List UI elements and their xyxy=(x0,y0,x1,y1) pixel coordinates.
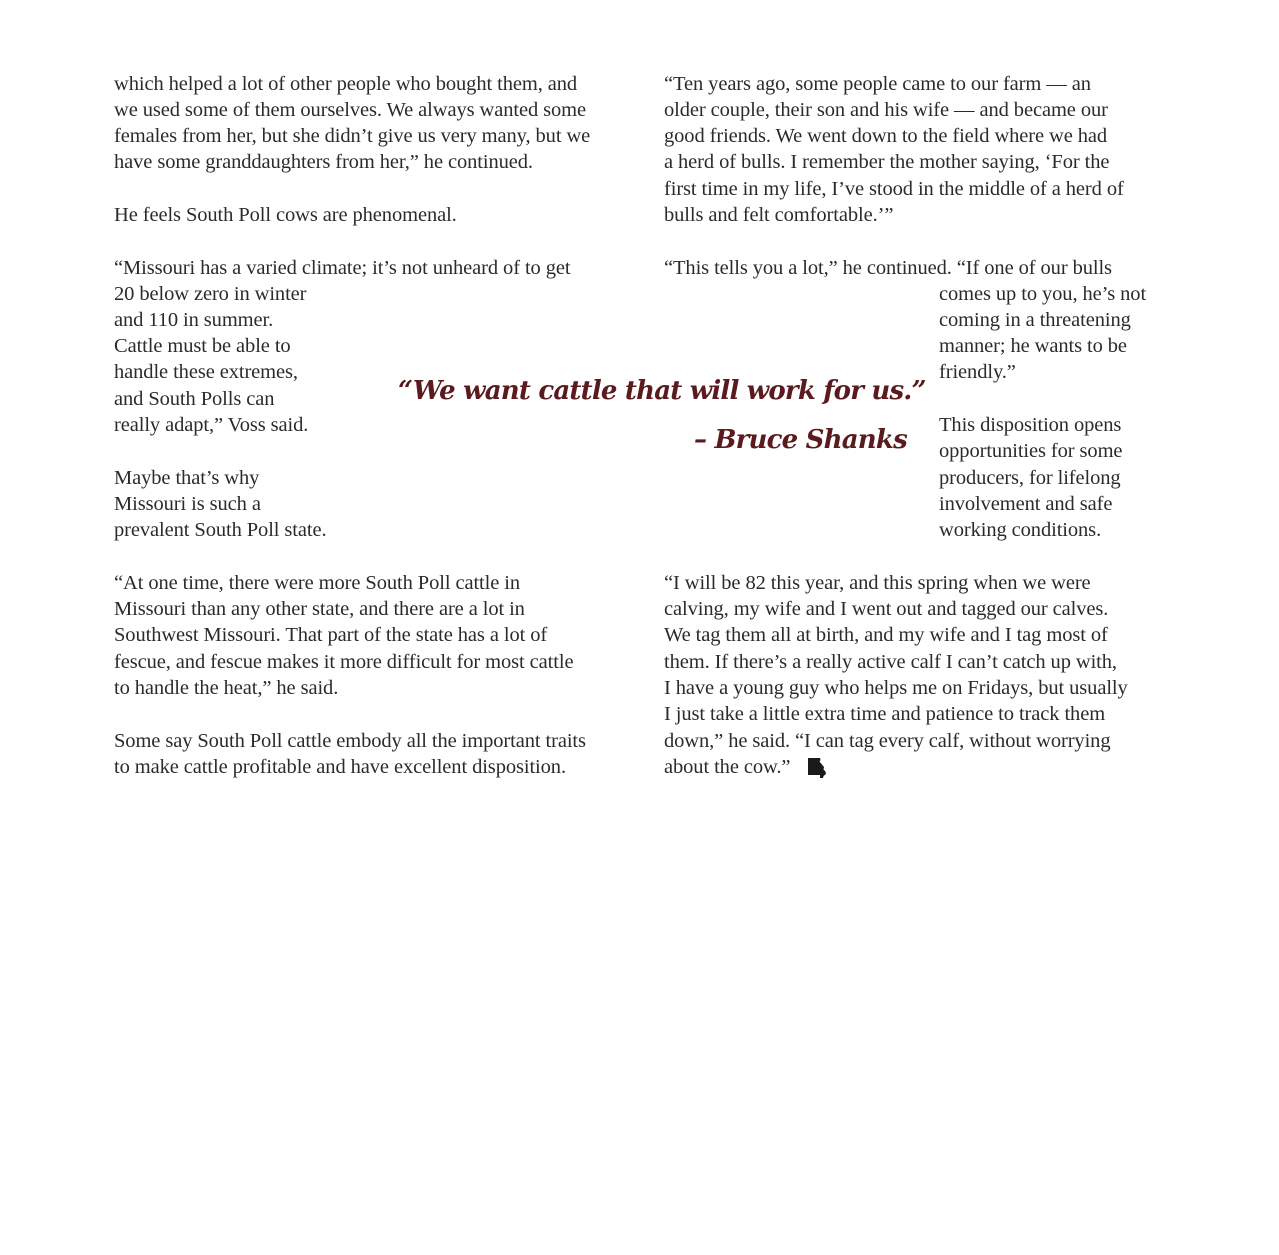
body-text-line: Some say South Poll cattle embody all the important traits xyxy=(114,730,586,752)
body-text-line: we used some of them ourselves. We always wanted some xyxy=(114,99,587,121)
body-text-line: handle these extremes, xyxy=(114,361,298,383)
pull-quote-attribution: – Bruce Shanks xyxy=(694,425,907,455)
body-text-line: have some granddaughters from her,” he continued. xyxy=(114,151,533,173)
body-text-line: bulls and felt comfortable.’” xyxy=(664,204,894,226)
body-text-line: them. If there’s a really active calf I can’t catch up with, xyxy=(664,651,1117,673)
pull-quote-text: “We want cattle that will work for us.” xyxy=(398,376,926,406)
body-text-line: I have a young guy who helps me on Fridays, but usually xyxy=(664,677,1128,699)
body-text-line: 20 below zero in winter xyxy=(114,283,307,305)
body-text-line: good friends. We went down to the field where we had xyxy=(664,125,1108,147)
body-text-line: friendly.” xyxy=(939,361,1016,383)
body-text-line: Missouri than any other state, and there are a lot in xyxy=(114,598,525,620)
body-text-line: opportunities for some xyxy=(939,440,1123,462)
body-text-line: “Ten years ago, some people came to our farm — an xyxy=(664,73,1091,95)
body-text-line: first time in my life, I’ve stood in the middle of a herd of xyxy=(664,178,1124,200)
body-text-line: females from her, but she didn’t give us very many, but we xyxy=(114,125,591,147)
body-text-line: producers, for lifelong xyxy=(939,467,1121,489)
body-text-line: working conditions. xyxy=(939,519,1102,541)
body-text-line: comes up to you, he’s not xyxy=(939,283,1147,305)
body-text-line: older couple, their son and his wife — and became our xyxy=(664,99,1108,121)
body-text-line: about the cow.” xyxy=(664,756,791,778)
body-text-line: I just take a little extra time and patience to track them xyxy=(664,703,1106,725)
body-text-line: fescue, and fescue makes it more difficult for most cattle xyxy=(114,651,574,673)
body-text-line: He feels South Poll cows are phenomenal. xyxy=(114,204,457,226)
missouri-state-icon xyxy=(807,757,827,779)
body-text-line: Southwest Missouri. That part of the state has a lot of xyxy=(114,624,548,646)
body-text-line: This disposition opens xyxy=(939,414,1122,436)
body-text-line: involvement and safe xyxy=(939,493,1113,515)
body-text-line: We tag them all at birth, and my wife and I tag most of xyxy=(664,624,1108,646)
body-text-line: to make cattle profitable and have excellent disposition. xyxy=(114,756,566,778)
body-text-line: “This tells you a lot,” he continued. “If one of our bulls xyxy=(664,257,1112,279)
body-text-line: down,” he said. “I can tag every calf, without worrying xyxy=(664,730,1111,752)
body-text-line: Cattle must be able to xyxy=(114,335,291,357)
body-text-line: “I will be 82 this year, and this spring when we were xyxy=(664,572,1091,594)
body-text-line: manner; he wants to be xyxy=(939,335,1127,357)
body-text-line: Missouri is such a xyxy=(114,493,261,515)
body-text-line: which helped a lot of other people who bought them, and xyxy=(114,73,578,95)
body-text-line: really adapt,” Voss said. xyxy=(114,414,309,436)
body-text-line: a herd of bulls. I remember the mother saying, ‘For the xyxy=(664,151,1110,173)
body-text-line: prevalent South Poll state. xyxy=(114,519,327,541)
body-text-line: calving, my wife and I went out and tagged our calves. xyxy=(664,598,1109,620)
body-text-line: and 110 in summer. xyxy=(114,309,274,331)
body-text-line: “Missouri has a varied climate; it’s not unheard of to get xyxy=(114,257,571,279)
body-text-line: to handle the heat,” he said. xyxy=(114,677,339,699)
body-text-line: “At one time, there were more South Poll cattle in xyxy=(114,572,521,594)
body-text-line: and South Polls can xyxy=(114,388,275,410)
body-text-line: coming in a threatening xyxy=(939,309,1131,331)
body-text-line: Maybe that’s why xyxy=(114,467,260,489)
